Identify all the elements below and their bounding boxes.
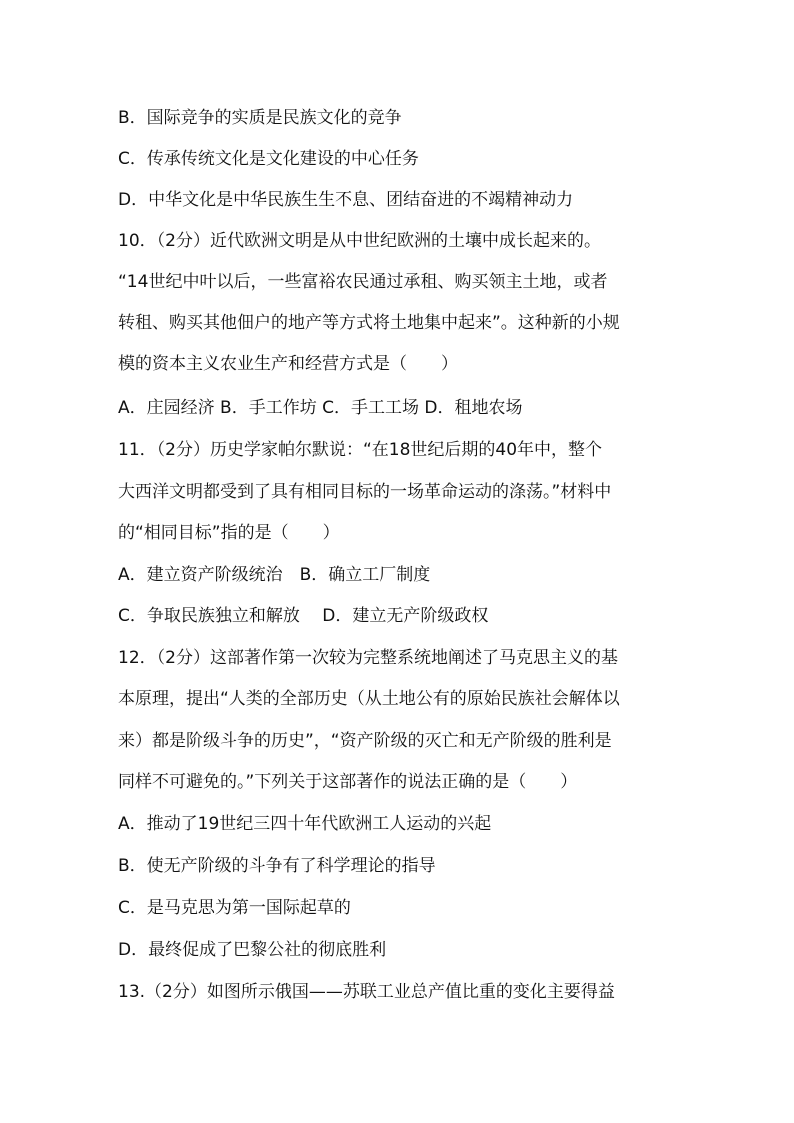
option-c-q9: C．传承传统文化是文化建设的中心任务	[118, 149, 419, 169]
question-12-option-c: C．是马克思为第一国际起草的	[118, 898, 351, 918]
question-10-line-2: “14世纪中叶以后，一些富裕农民通过承租、购买领主土地，或者	[118, 272, 608, 292]
question-11-line-1: 11．（2分）历史学家帕尔默说：“在18世纪后期的40年中，整个	[118, 440, 603, 460]
question-10-options: A．庄园经济 B．手工作坊 C．手工工场 D．租地农场	[118, 398, 523, 418]
question-11-options-ab: A．建立资产阶级统治 B．确立工厂制度	[118, 565, 431, 585]
question-12-line-3: 来）都是阶级斗争的历史”，“资产阶级的灭亡和无产阶级的胜利是	[118, 731, 612, 751]
question-11-line-2: 大西洋文明都受到了具有相同目标的一场革命运动的涤荡。”材料中	[118, 482, 612, 502]
question-12-line-1: 12．（2分）这部著作第一次较为完整系统地阐述了马克思主义的基	[118, 648, 618, 668]
question-12-line-2: 本原理，提出“人类的全部历史（从土地公有的原始民族社会解体以	[118, 689, 620, 709]
question-10-line-1: 10．（2分）近代欧洲文明是从中世纪欧洲的土壤中成长起来的。	[118, 231, 601, 251]
question-10-line-4: 模的资本主义农业生产和经营方式是（ ）	[118, 354, 458, 374]
question-12-option-d: D．最终促成了巴黎公社的彻底胜利	[118, 940, 387, 960]
question-13-line-1: 13.（2分）如图所示俄国——苏联工业总产值比重的变化主要得益	[118, 982, 615, 1002]
question-12-option-b: B．使无产阶级的斗争有了科学理论的指导	[118, 856, 436, 876]
question-12-line-4: 同样不可避免的。”下列关于这部著作的说法正确的是（ ）	[118, 772, 578, 792]
option-d-q9: D．中华文化是中华民族生生不息、团结奋进的不竭精神动力	[118, 190, 574, 210]
question-11-line-3: 的“相同目标”指的是（ ）	[118, 523, 340, 543]
question-10-line-3: 转租、购买其他佃户的地产等方式将土地集中起来”。这种新的小规	[118, 313, 620, 333]
option-b-q9: B．国际竞争的实质是民族文化的竞争	[118, 108, 402, 128]
question-11-options-cd: C．争取民族独立和解放 D．建立无产阶级政权	[118, 606, 489, 626]
question-12-option-a: A．推动了19世纪三四十年代欧洲工人运动的兴起	[118, 814, 492, 834]
